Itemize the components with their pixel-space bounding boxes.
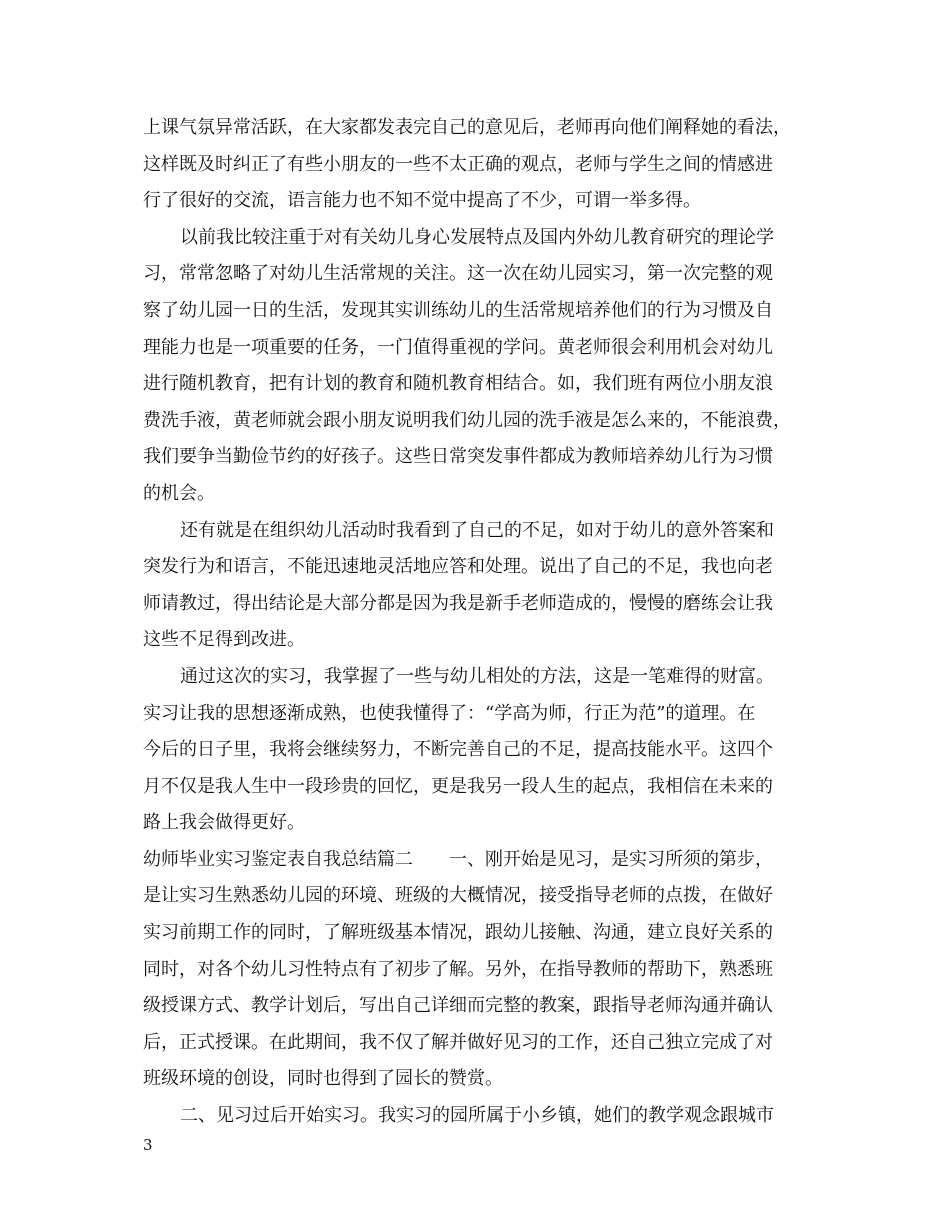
text-line: 突发行为和语言，不能迅速地灵活地应答和处理。说出了自己的不足，我也向老 [143,556,773,578]
text-line: 察了幼儿园一日的生活，发现其实训练幼儿的生活常规培养他们的行为习惯及自 [143,299,773,321]
page-number: 3 [143,1136,153,1154]
text-line: 理能力也是一项重要的任务，一门值得重视的学问。黄老师很会利用机会对幼儿 [143,336,773,358]
paragraph-1 [143,110,813,220]
heading-line [143,842,813,879]
document-body [143,110,813,1135]
text-line: 我们要争当勤俭节约的好孩子。这些日常突发事件都成为教师培养幼儿行为习惯 [143,446,773,468]
text-line: 习，常常忽略了对幼儿生活常规的关注。这一次在幼儿园实习，第一次完整的观 [143,263,773,285]
text-line: 级授课方式、教学计划后，写出自己详细而完整的教案，跟指导老师沟通并确认 [143,995,773,1017]
text-line: 费洗手液，黄老师就会跟小朋友说明我们幼儿园的洗手液是怎么来的，不能浪费， [143,409,791,431]
text-line: 实习前期工作的同时，了解班级基本情况，跟幼儿接触、沟通，建立良好关系的 [143,922,773,944]
text-line: 这样既及时纠正了有些小朋友的一些不太正确的观点，老师与学生之间的情感进 [143,153,773,175]
text-line: 班级环境的创设，同时也得到了园长的赞赏。 [143,1068,503,1090]
text-line: 的机会。 [143,482,215,504]
text-line: 这些不足得到改进。 [143,629,305,651]
paragraph-3 [143,513,813,659]
text-line-rest: 一、刚开始是见习，是实习所须的第步， [449,848,773,870]
text-line: 上课气氛异常活跃，在大家都发表完自己的意见后，老师再向他们阐释她的看法， [143,117,791,138]
paragraph-2 [143,220,813,513]
text-line: 是让实习生熟悉幼儿园的环境、班级的大概情况，接受指导老师的点拨，在做好 [143,885,773,907]
text-line: 同时，对各个幼儿习性特点有了初步了解。另外，在指导教师的帮助下，熟悉班 [143,958,773,980]
paragraph-6 [143,1098,813,1135]
text-line: 二、见习过后开始实习。我实习的园所属于小乡镇，她们的教学观念跟城市 [180,1105,774,1127]
text-line: 路上我会做得更好。 [143,812,305,834]
text-line: 通过这次的实习，我掌握了一些与幼儿相处的方法，这是一笔难得的财富。 [180,665,774,687]
text-line: 师请教过，得出结论是大部分都是因为我是新手老师造成的，慢慢的磨练会让我 [143,592,773,614]
paragraph-5 [143,842,813,1098]
text-line: 月不仅是我人生中一段珍贵的回忆，更是我另一段人生的起点，我相信在未来的 [143,775,773,797]
text-line: 还有就是在组织幼儿活动时我看到了自己的不足，如对于幼儿的意外答案和 [180,519,774,541]
paragraph-4 [143,659,813,842]
text-line: 实习让我的思想逐渐成熟，也使我懂得了：“学高为师，行正为范”的道理。在 [143,702,756,724]
text-line: 今后的日子里，我将会继续努力，不断完善自己的不足，提高技能水平。这四个 [143,739,773,761]
section-heading: 幼师毕业实习鉴定表自我总结篇二 [143,848,413,870]
text-line: 进行随机教育，把有计划的教育和随机教育相结合。如，我们班有两位小朋友浪 [143,373,773,395]
text-line: 后，正式授课。在此期间，我不仅了解并做好见习的工作，还自己独立完成了对 [143,1031,773,1053]
text-line: 以前我比较注重于对有关幼儿身心发展特点及国内外幼儿教育研究的理论学 [180,226,774,248]
text-line: 行了很好的交流，语言能力也不知不觉中提高了不少，可谓一举多得。 [143,190,701,212]
